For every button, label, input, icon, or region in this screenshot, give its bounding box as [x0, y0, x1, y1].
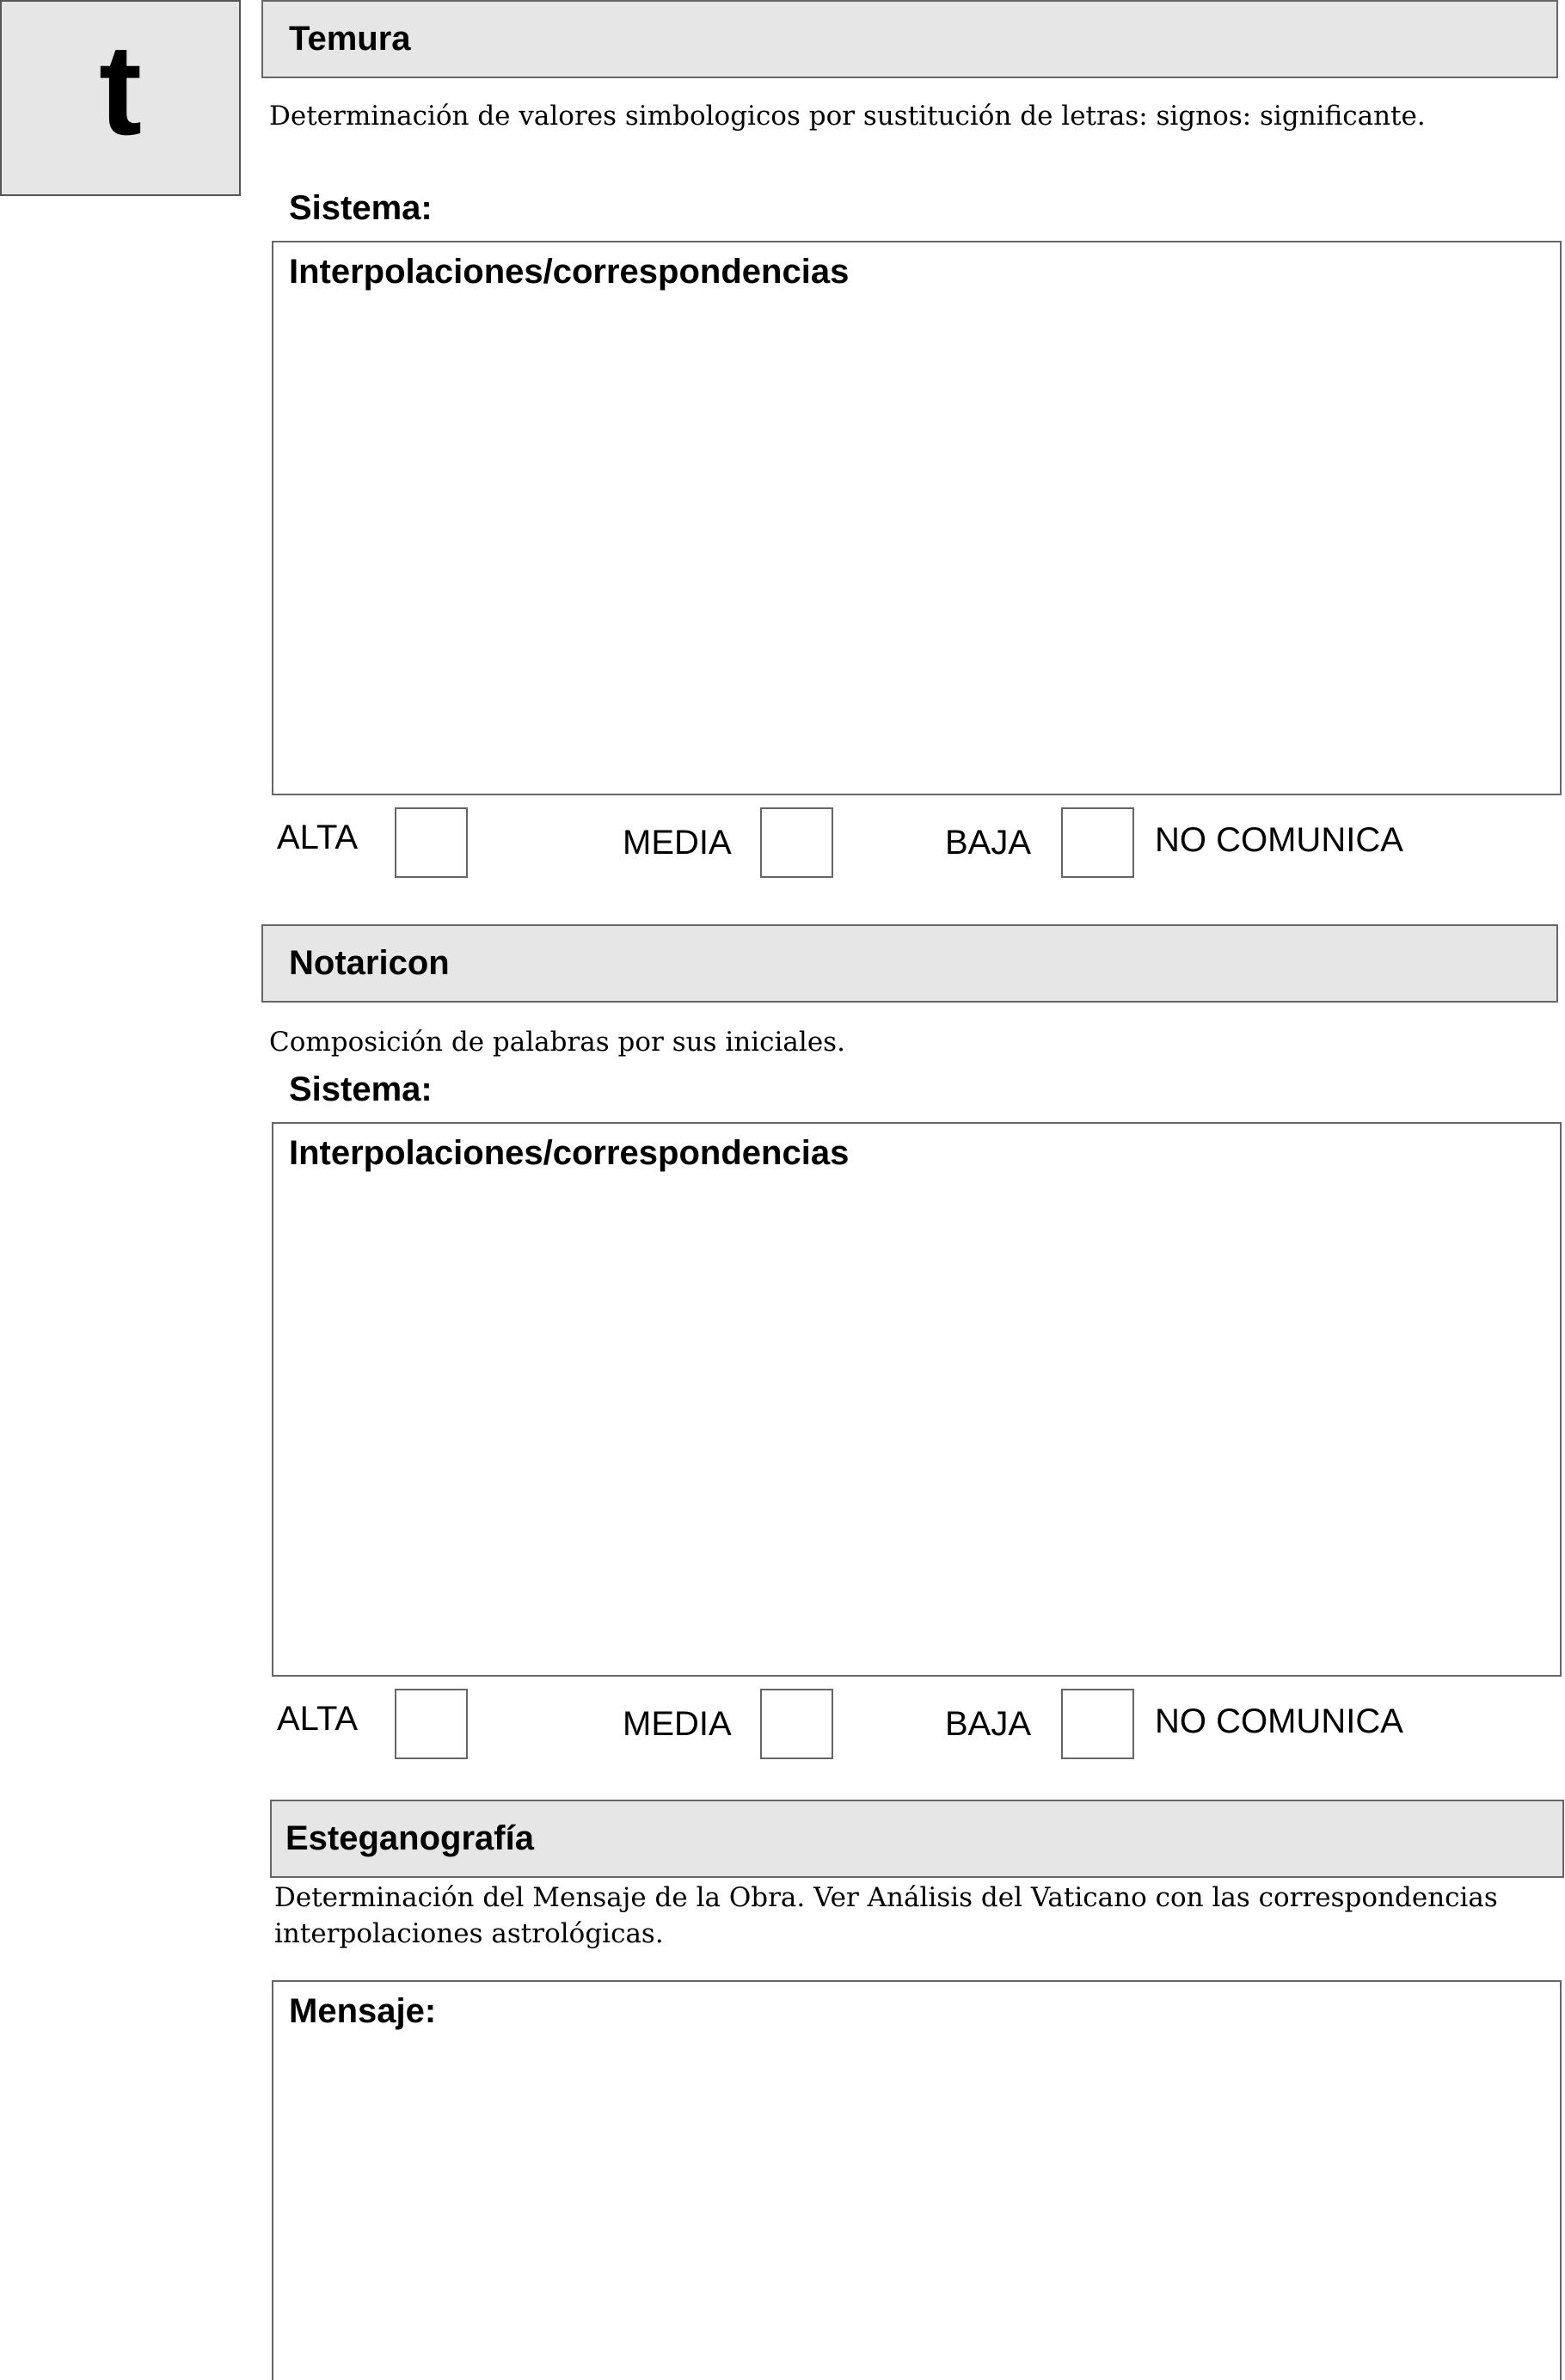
- notaricon-header: [261, 924, 1558, 1003]
- temura-rating-no-comunica-label: NO COMUNICA: [1155, 821, 1403, 859]
- notaricon-sistema-label: Sistema:: [289, 1070, 433, 1108]
- temura-rating-alta-label: ALTA: [277, 819, 359, 856]
- temura-description: Determinación de valores simbologicos por sustitución de letras: signos: significante.: [269, 101, 1426, 132]
- esteganografia-mensaje-field[interactable]: [272, 1980, 1562, 2380]
- esteganografia-field-title: Mensaje:: [289, 1992, 437, 2030]
- temura-sistema-label: Sistema:: [289, 189, 433, 227]
- notaricon-rating-no-comunica-label: NO COMUNICA: [1155, 1702, 1403, 1740]
- notaricon-baja-checkbox[interactable]: [1061, 1689, 1134, 1759]
- esteganografia-title: Esteganografía: [285, 1819, 534, 1857]
- esteganografia-description: [274, 1880, 1556, 1952]
- notaricon-interpolaciones-field[interactable]: [272, 1122, 1562, 1677]
- notaricon-rating-baja-label: BAJA: [945, 1705, 1032, 1743]
- temura-header: [261, 0, 1558, 78]
- temura-interpolaciones-field[interactable]: [272, 241, 1562, 795]
- temura-baja-checkbox[interactable]: [1061, 807, 1134, 878]
- temura-alta-checkbox[interactable]: [395, 807, 468, 878]
- notaricon-alta-checkbox[interactable]: [395, 1689, 468, 1759]
- notaricon-title: Notaricon: [289, 944, 450, 982]
- section-letter: t: [99, 17, 142, 162]
- esteganografia-description-line-1: Determinación del Mensaje de la Obra. Ver Análisis del Vaticano con las correspondencias: [274, 1882, 1498, 1913]
- temura-media-checkbox[interactable]: [760, 807, 833, 878]
- notaricon-description: Composición de palabras por sus iniciales.: [269, 1027, 845, 1058]
- notaricon-media-checkbox[interactable]: [760, 1689, 833, 1759]
- section-letter-tab: [0, 0, 241, 196]
- temura-rating-media-label: MEDIA: [623, 824, 732, 862]
- notaricon-rating-media-label: MEDIA: [623, 1705, 732, 1743]
- notaricon-rating-alta-label: ALTA: [277, 1700, 359, 1738]
- temura-rating-baja-label: BAJA: [945, 824, 1032, 862]
- notaricon-field-title: Interpolaciones/correspondencias: [289, 1134, 850, 1172]
- esteganografia-description-line-2: interpolaciones astrológicas.: [274, 1918, 664, 1949]
- temura-title: Temura: [289, 20, 411, 58]
- temura-field-title: Interpolaciones/correspondencias: [289, 253, 850, 291]
- esteganografia-header: [270, 1800, 1564, 1878]
